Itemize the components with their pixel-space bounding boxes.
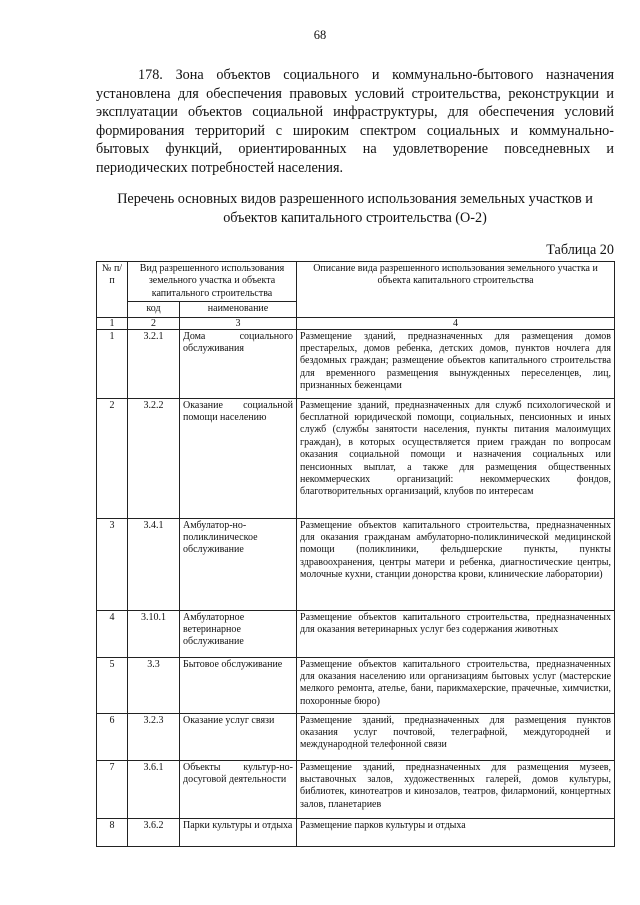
row-name: Амбулаторное ветеринарное обслуживание (180, 610, 297, 657)
row-num: 4 (97, 610, 128, 657)
row-code: 3.6.2 (128, 818, 180, 846)
column-number: 2 (128, 317, 180, 329)
table-header-row (97, 262, 615, 302)
row-name: Объекты культур-но-досуговой деятельности (180, 760, 297, 818)
page-number: 68 (313, 28, 327, 42)
row-num: 8 (97, 818, 128, 846)
row-code: 3.2.1 (128, 329, 180, 398)
row-description: Размещение объектов капитального строительства, предназначенных для оказания ветеринарных услуг без содержания животных (297, 610, 615, 657)
row-num: 5 (97, 657, 128, 713)
row-code: 3.6.1 (128, 760, 180, 818)
row-name: Парки культуры и отдыха (180, 818, 297, 846)
header-kind: Вид разрешенного использования земельного участка и объекта капитального строительства (128, 262, 297, 302)
table-row (97, 610, 615, 657)
table-caption: Таблица 20 (546, 242, 614, 258)
row-name: Амбулатор-но-поликлиническое обслуживание (180, 518, 297, 610)
row-name: Бытовое обслуживание (180, 657, 297, 713)
table-row (97, 818, 615, 846)
header-num: № п/п (97, 262, 128, 318)
row-code: 3.4.1 (128, 518, 180, 610)
column-number: 3 (180, 317, 297, 329)
row-code: 3.10.1 (128, 610, 180, 657)
row-description: Размещение зданий, предназначенных для размещения музеев, выставочных залов, художественных галерей, домов культуры, библиотек, кинотеатров и кинозалов, театров, филармоний, концертных залов, планетариев (297, 760, 615, 818)
row-name: Оказание услуг связи (180, 713, 297, 760)
table-row (97, 398, 615, 518)
table-row (97, 760, 615, 818)
row-description: Размещение зданий, предназначенных для размещения домов престарелых, домов ребенка, детских домов, пунктов ночлега для бездомных граждан; размещение объектов капитального строительства для временного размещения вынужденных переселенцев, лиц, признанных беженцами (297, 329, 615, 398)
row-description: Размещение объектов капитального строительства, предназначенных для оказания населению или организациям бытовых услуг (мастерские мелкого ремонта, ателье, бани, парикмахерские, прачечные, химчистки, похоронные бюро) (297, 657, 615, 713)
column-number: 1 (97, 317, 128, 329)
header-name: наименование (180, 302, 297, 317)
row-name: Оказание социальной помощи населению (180, 398, 297, 518)
row-code: 3.2.3 (128, 713, 180, 760)
row-description: Размещение парков культуры и отдыха (297, 818, 615, 846)
row-code: 3.3 (128, 657, 180, 713)
row-num: 3 (97, 518, 128, 610)
row-code: 3.2.2 (128, 398, 180, 518)
row-description: Размещение объектов капитального строительства, предназначенных для оказания гражданам амбулаторно-поликлинической медицинской помощи (поликлиники, фельдшерские пункты, пункты здравоохранения, центры матери и ребенка, диагностические центры, молочные кухни, станции донорства крови, клинические лаборатории) (297, 518, 615, 610)
permitted-use-table (96, 261, 615, 847)
row-num: 1 (97, 329, 128, 398)
row-num: 7 (97, 760, 128, 818)
row-num: 2 (97, 398, 128, 518)
list-title: Перечень основных видов разрешенного использования земельных участков и объектов капитального строительства (О-2) (117, 191, 593, 226)
header-code: код (128, 302, 180, 317)
column-number: 4 (297, 317, 615, 329)
intro-paragraph: 178. Зона объектов социального и коммунально-бытового назначения установлена для обеспечения правовых условий строительства, реконструкции и эксплуатации объектов социальной инфраструктуры, для обеспечения условий формирования территорий с широким спектром социальных и коммунально-бытовых функций, ориентированных на удовлетворение повседневных и периодических потребностей населения. (96, 67, 614, 176)
column-number-row (97, 317, 615, 329)
table-row (97, 713, 615, 760)
table-row (97, 657, 615, 713)
row-name: Дома социального обслуживания (180, 329, 297, 398)
row-num: 6 (97, 713, 128, 760)
table-row (97, 329, 615, 398)
row-description: Размещение зданий, предназначенных для служб психологической и бесплатной юридической помощи, социальных, пенсионных и иных служб (службы занятости населения, пункты питания малоимущих граждан), в которых осуществляется прием граждан по вопросам оказания социальной помощи и назначения социальных или пенсионных выплат, а также для размещения общественных некоммерческих организаций: некоммерческих фондов, благотворительных организаций, клубов по интересам (297, 398, 615, 518)
table-row (97, 518, 615, 610)
header-description: Описание вида разрешенного использования земельного участка и объекта капитального строительства (297, 262, 615, 318)
row-description: Размещение зданий, предназначенных для размещения пунктов оказания услуг почтовой, телеграфной, междугородней и международной телефонной связи (297, 713, 615, 760)
